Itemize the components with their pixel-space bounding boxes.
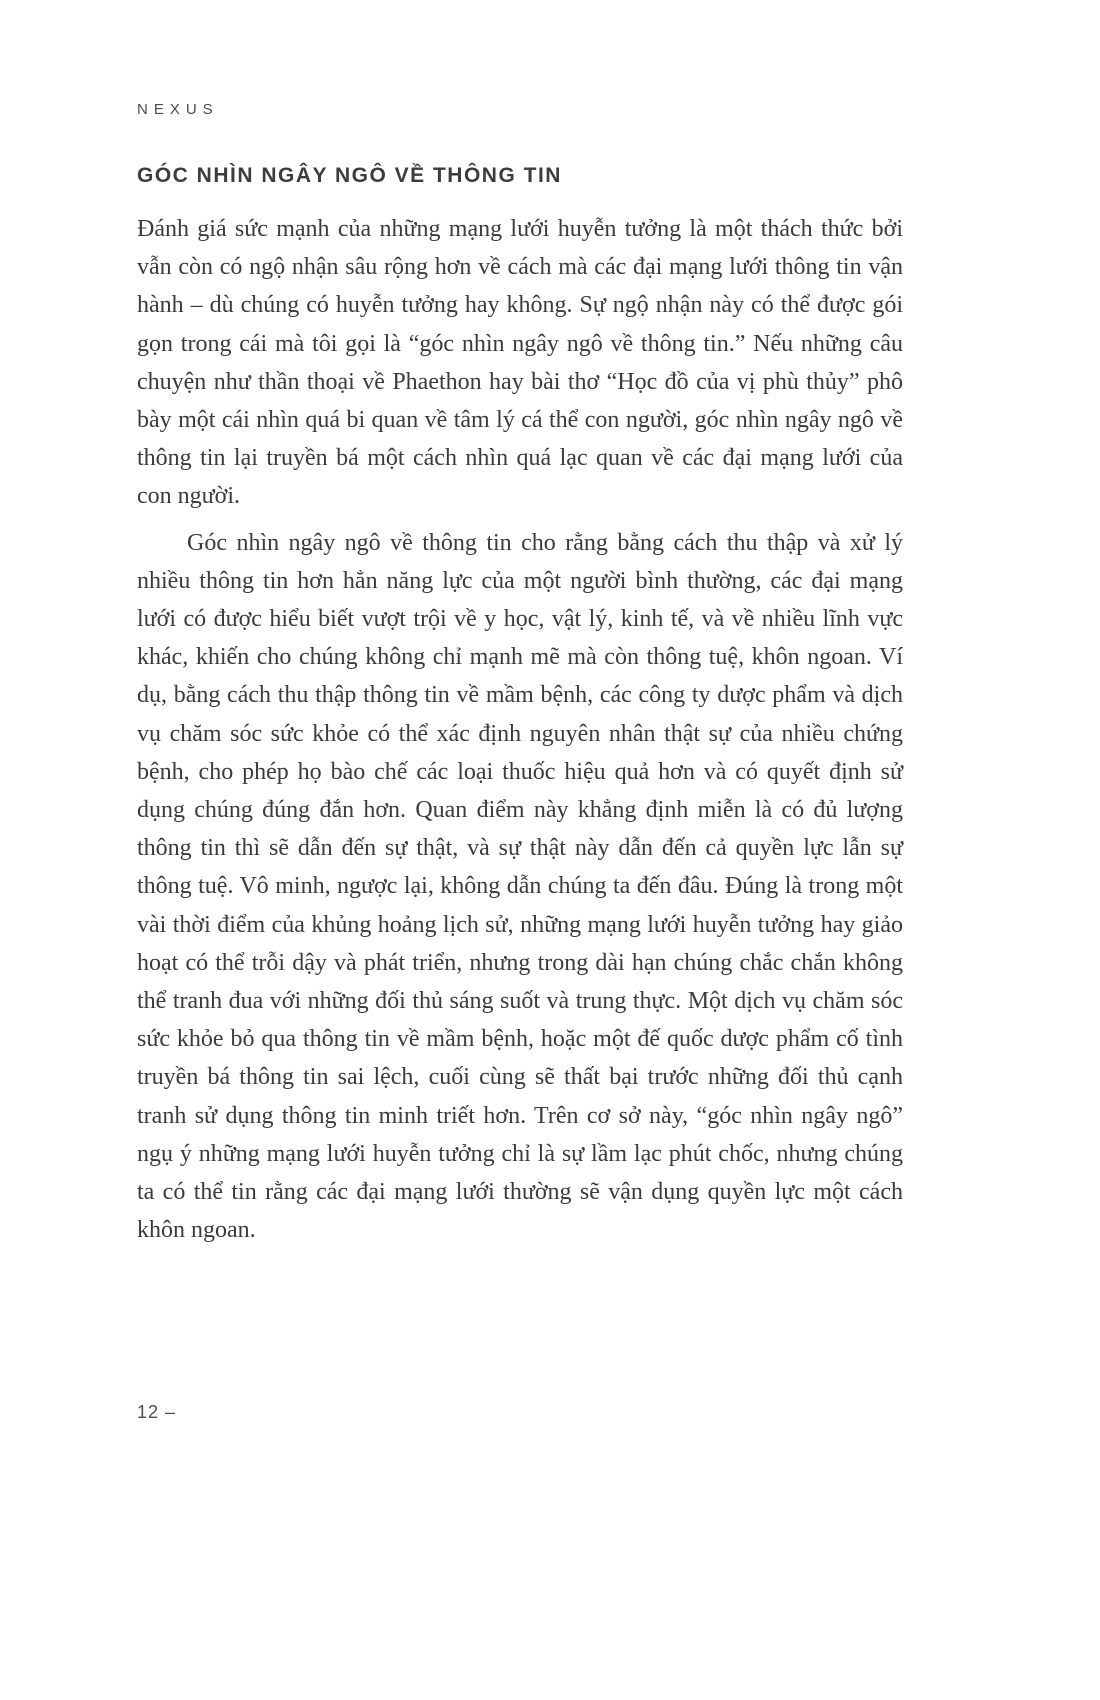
running-head: NEXUS [137,101,219,118]
paragraph: Đánh giá sức mạnh của những mạng lưới huyễn tưởng là một thách thức bởi vẫn còn có ngộ nhận sâu rộng hơn về cách mà các đại mạng lưới thông tin vận hành – dù chúng có huyễn tưởng hay không. Sự ngộ nhận này có thể được gói gọn trong cái mà tôi gọi là “góc nhìn ngây ngô về thông tin.” Nếu những câu chuyện như thần thoại về Phaethon hay bài thơ “Học đồ của vị phù thủy” phô bày một cái nhìn quá bi quan về tâm lý cá thể con người, góc nhìn ngây ngô về thông tin lại truyền bá một cách nhìn quá lạc quan về các đại mạng lưới của con người. [137,216,903,510]
body-text [137,210,903,1249]
page-number: 12 – [137,1402,177,1422]
section-heading: GÓC NHÌN NGÂY NGÔ VỀ THÔNG TIN [137,164,562,187]
paragraph: Góc nhìn ngây ngô về thông tin cho rằng bằng cách thu thập và xử lý nhiều thông tin hơn hẳn năng lực của một người bình thường, các đại mạng lưới có được hiểu biết vượt trội về y học, vật lý, kinh tế, và về nhiều lĩnh vực khác, khiến cho chúng không chỉ mạnh mẽ mà còn thông tuệ, khôn ngoan. Ví dụ, bằng cách thu thập thông tin về mầm bệnh, các công ty dược phẩm và dịch vụ chăm sóc sức khỏe có thể xác định nguyên nhân thật sự của nhiều chứng bệnh, cho phép họ bào chế các loại thuốc hiệu quả hơn và có quyết định sử dụng chúng đúng đắn hơn. Quan điểm này khẳng định miễn là có đủ lượng thông tin thì sẽ dẫn đến sự thật, và sự thật này dẫn đến cả quyền lực lẫn sự thông tuệ. Vô minh, ngược lại, không dẫn chúng ta đến đâu. Đúng là trong một vài thời điểm của khủng hoảng lịch sử, những mạng lưới huyễn tưởng hay giảo hoạt có thể trỗi dậy và phát triển, nhưng trong dài hạn chúng chắc chắn không thể tranh đua với những đối thủ sáng suốt và trung thực. Một dịch vụ chăm sóc sức khỏe bỏ qua thông tin về mầm bệnh, hoặc một đế quốc dược phẩm cố tình truyền bá thông tin sai lệch, cuối cùng sẽ thất bại trước những đối thủ cạnh tranh sử dụng thông tin minh triết hơn. Trên cơ sở này, “góc nhìn ngây ngô” ngụ ý những mạng lưới huyễn tưởng chỉ là sự lầm lạc phút chốc, nhưng chúng ta có thể tin rằng các đại mạng lưới thường sẽ vận dụng quyền lực một cách khôn ngoan. [137,529,903,1244]
